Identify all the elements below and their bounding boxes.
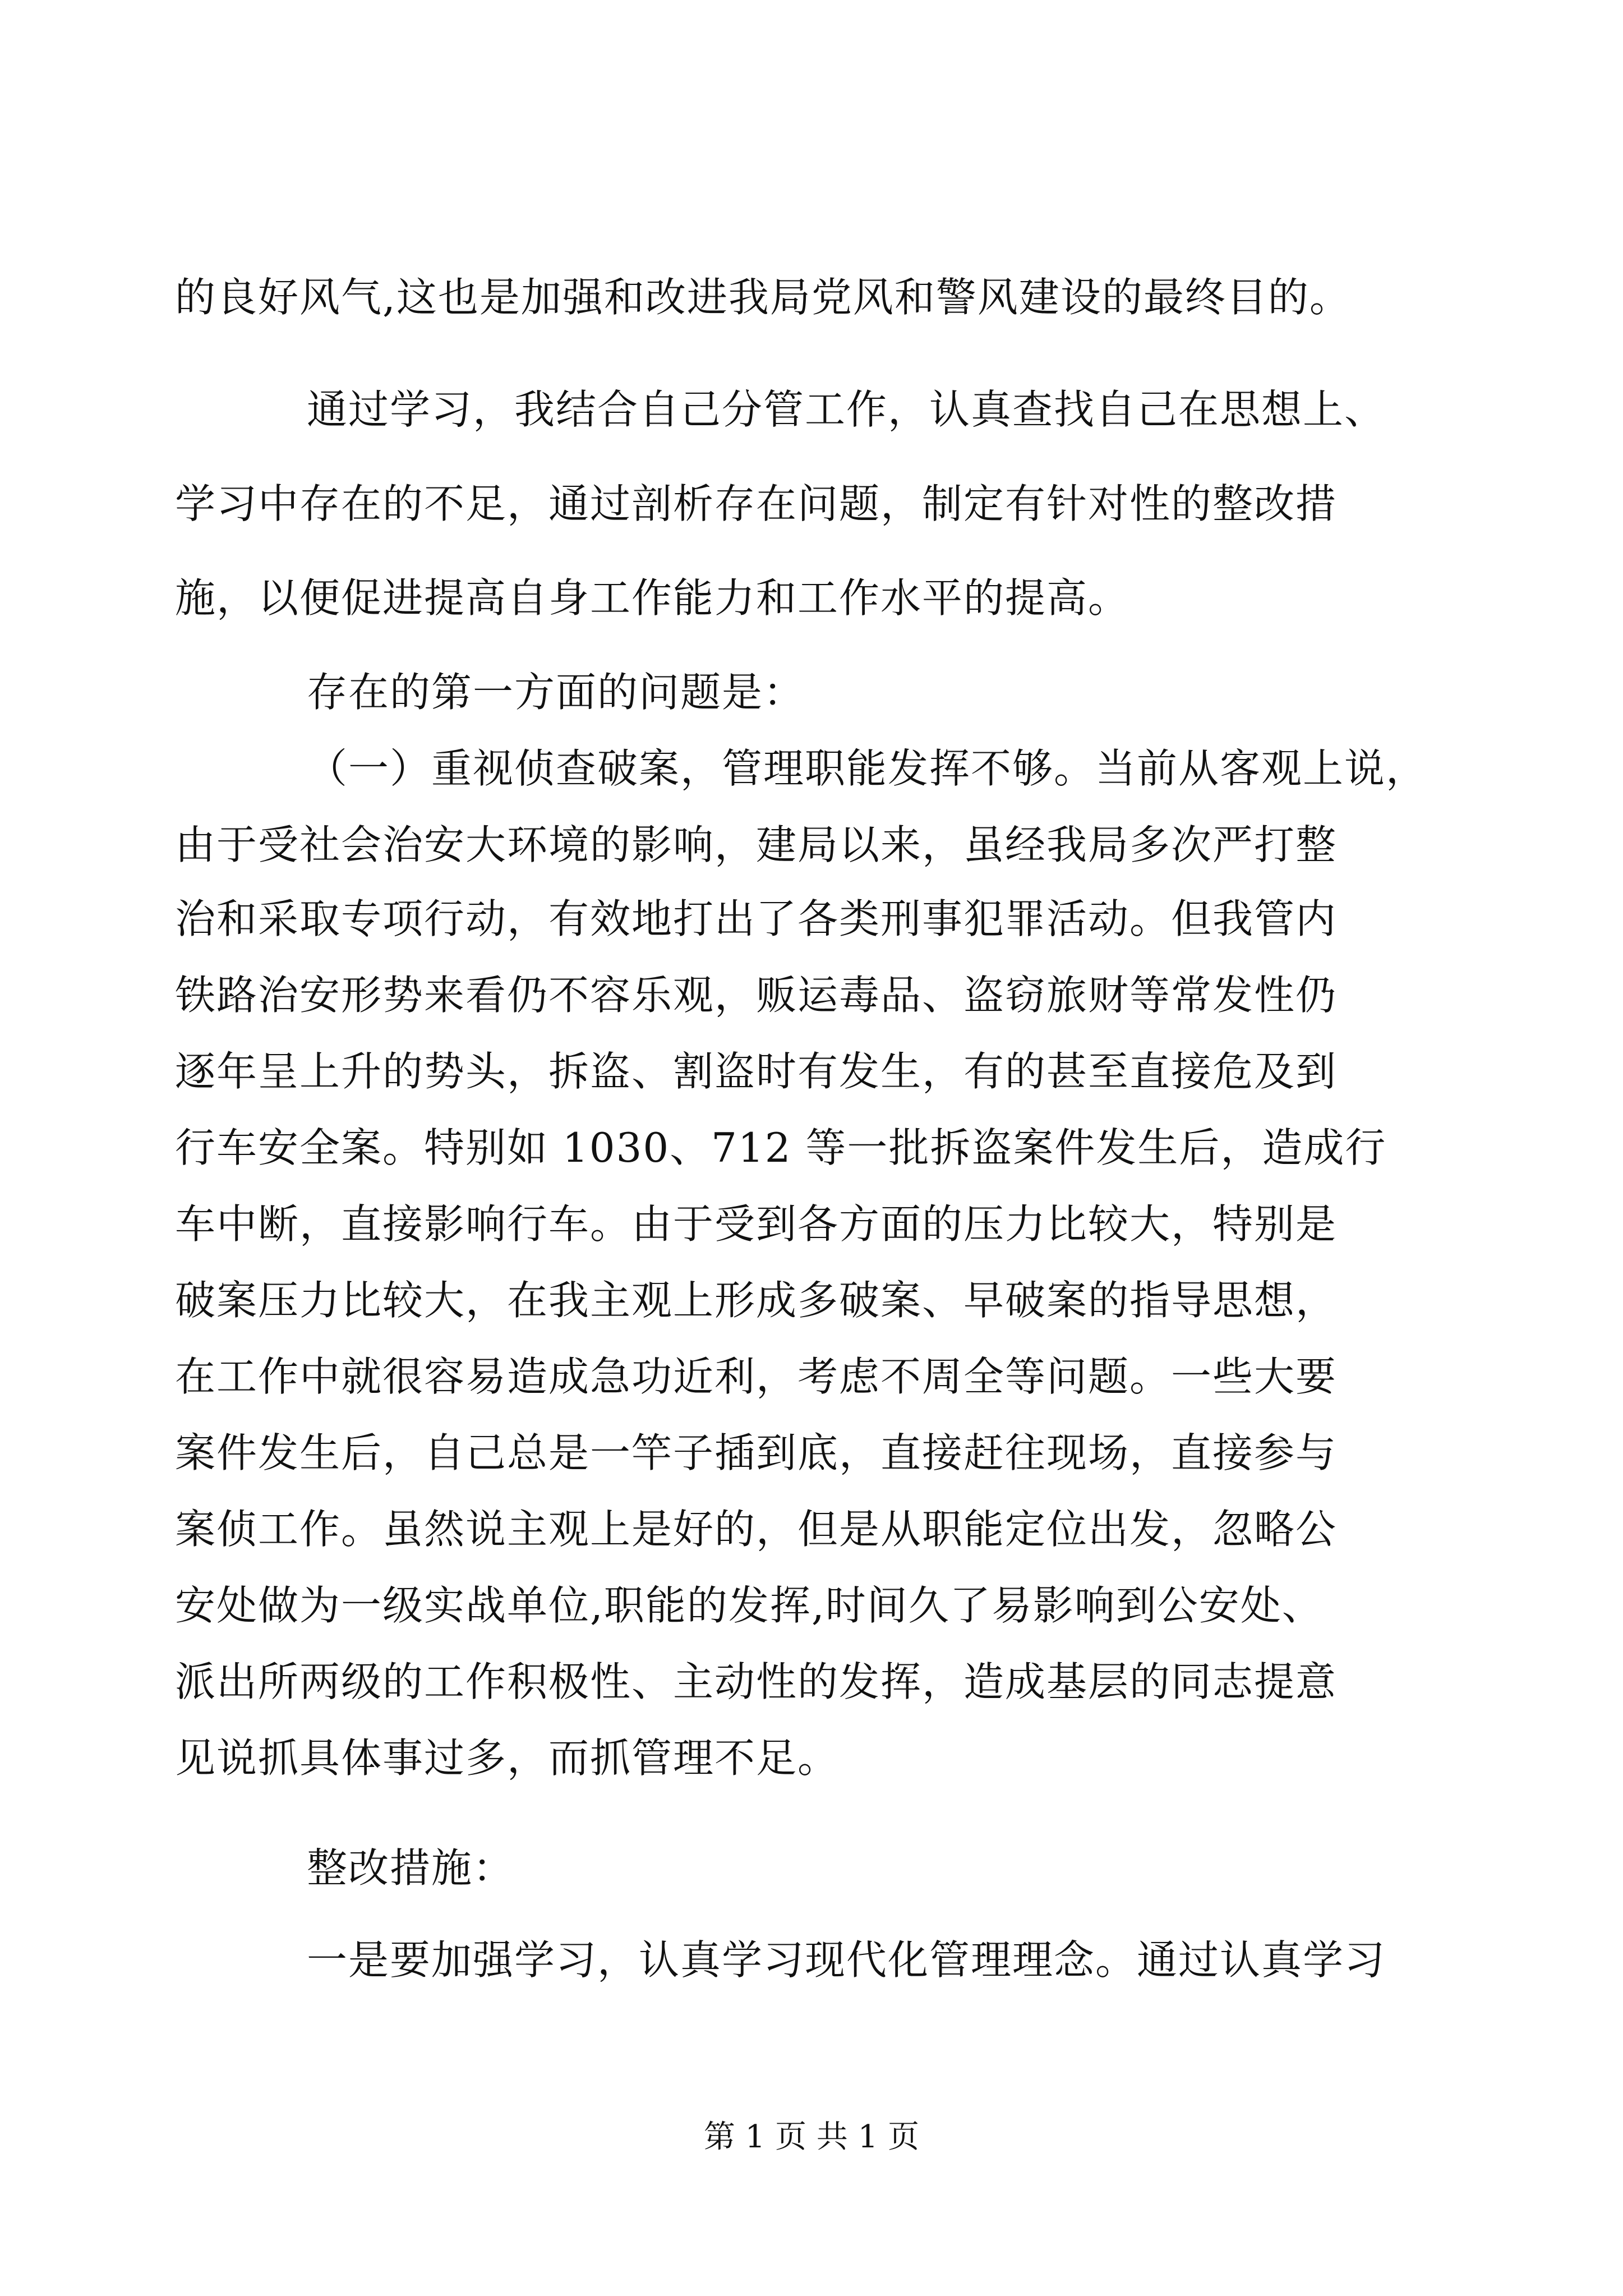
text-line: 见说抓具体事过多，而抓管理不足。 xyxy=(175,1734,840,1782)
text-line: 整改措施： xyxy=(307,1844,515,1892)
text-line: 通过学习，我结合自己分管工作，认真查找自己在思想上、 xyxy=(307,386,1386,433)
text-line: 行车安全案。特别如 1030、712 等一批拆盗案件发生后，造成行 xyxy=(175,1124,1387,1171)
text-line: 在工作中就很容易造成急功近利，考虑不周全等问题。一些大要 xyxy=(175,1353,1338,1400)
text-line: 施，以便促进提高自身工作能力和工作水平的提高。 xyxy=(175,574,1130,622)
text-line: 铁路治安形势来看仍不容乐观，贩运毒品、盗窃旅财等常发性仍 xyxy=(175,972,1338,1019)
text-line: 由于受社会治安大环境的影响，建局以来，虽经我局多次严打整 xyxy=(175,821,1338,868)
text-line: 派出所两级的工作积极性、主动性的发挥，造成基层的同志提意 xyxy=(175,1658,1338,1705)
text-line: （一）重视侦查破案，管理职能发挥不够。当前从客观上说， xyxy=(307,745,1428,792)
text-line: 案件发生后，自己总是一竿子插到底，直接赶往现场，直接参与 xyxy=(175,1429,1338,1476)
text-line: 存在的第一方面的问题是： xyxy=(307,669,805,716)
text-line: 案侦工作。虽然说主观上是好的，但是从职能定位出发，忽略公 xyxy=(175,1506,1338,1553)
text-line: 的良好风气,这也是加强和改进我局党风和警风建设的最终目的。 xyxy=(175,274,1351,321)
text-line: 破案压力比较大，在我主观上形成多破案、早破案的指导思想， xyxy=(175,1277,1338,1324)
text-line: 车中断，直接影响行车。由于受到各方面的压力比较大，特别是 xyxy=(175,1200,1338,1248)
page-footer: 第 1 页 共 1 页 xyxy=(703,2119,920,2155)
text-line: 治和采取专项行动，有效地打出了各类刑事犯罪活动。但我管内 xyxy=(175,895,1338,942)
text-line: 一是要加强学习，认真学习现代化管理理念。通过认真学习 xyxy=(307,1936,1386,1984)
text-line: 学习中存在的不足，通过剖析存在问题，制定有针对性的整改措 xyxy=(175,480,1338,527)
text-line: 安处做为一级实战单位,职能的发挥,时间久了易影响到公安处、 xyxy=(175,1582,1324,1629)
text-line: 逐年呈上升的势头，拆盗、割盗时有发生，有的甚至直接危及到 xyxy=(175,1048,1338,1095)
